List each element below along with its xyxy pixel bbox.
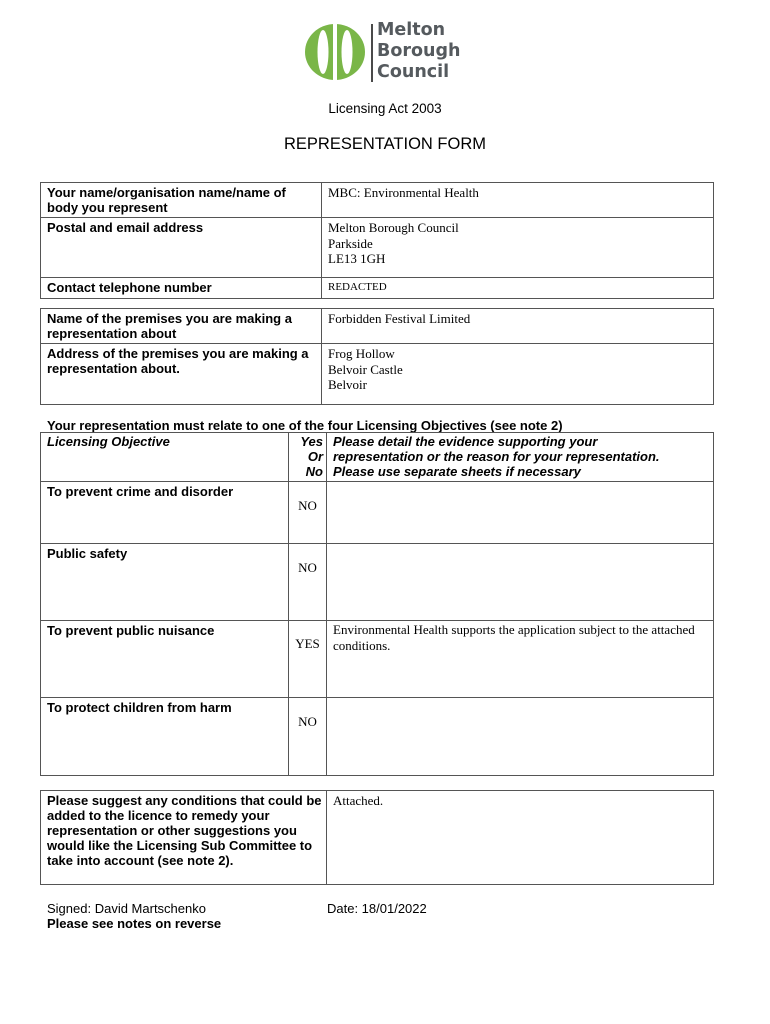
objective-answer: NO <box>289 544 327 621</box>
conditions-table <box>40 790 714 885</box>
logo-wordmark <box>377 20 460 83</box>
objectives-heading: Your representation must relate to one of the four Licensing Objectives (see note 2) <box>47 418 563 433</box>
address-line: LE13 1GH <box>328 251 386 266</box>
name-label: Your name/organisation name/name of body you represent <box>41 183 322 218</box>
council-logo <box>303 20 463 84</box>
premises-address-value <box>322 344 714 405</box>
premises-name-value: Forbidden Festival Limited <box>322 309 714 344</box>
signature-block <box>47 901 221 931</box>
objective-detail <box>327 482 714 544</box>
objective-answer: NO <box>289 698 327 776</box>
objective-row <box>41 621 714 698</box>
address-line: Belvoir Castle <box>328 361 403 377</box>
header-detail-line: Please detail the evidence supporting your <box>333 434 598 449</box>
objective-label: To prevent crime and disorder <box>41 482 289 544</box>
contact-table <box>40 182 714 299</box>
address-line: Melton Borough Council <box>328 220 459 235</box>
name-value: MBC: Environmental Health <box>322 183 714 218</box>
objective-row <box>41 482 714 544</box>
address-label: Postal and email address <box>41 218 322 278</box>
header-detail-line: Please use separate sheets if necessary <box>333 464 581 479</box>
reverse-notes: Please see notes on reverse <box>47 916 222 931</box>
address-value <box>322 218 714 278</box>
melton-logo-icon <box>303 22 367 82</box>
form-subtitle: Licensing Act 2003 <box>328 101 442 116</box>
header-or: Or <box>307 449 323 464</box>
phone-value: REDACTED <box>322 278 714 299</box>
objective-detail <box>327 544 714 621</box>
signed-by: Signed: David Martschenko <box>47 901 206 916</box>
objective-label: To protect children from harm <box>41 698 289 776</box>
objective-column-header: Licensing Objective <box>41 433 289 482</box>
objective-row <box>41 698 714 776</box>
address-line: Belvoir <box>328 377 367 392</box>
signature-date: Date: 18/01/2022 <box>327 901 427 916</box>
objective-detail: Environmental Health supports the application subject to the attached conditions. <box>327 621 714 698</box>
objective-answer: NO <box>289 482 327 544</box>
premises-name-label: Name of the premises you are making a representation about <box>41 309 322 344</box>
logo-line-2: Borough <box>377 41 461 61</box>
yes-no-column-header <box>289 433 327 482</box>
objective-label: To prevent public nuisance <box>41 621 289 698</box>
form-title: REPRESENTATION FORM <box>284 135 486 153</box>
header-detail-line: representation or the reason for your representation. <box>333 449 660 464</box>
address-line: Frog Hollow <box>328 346 395 361</box>
objectives-table <box>40 432 714 776</box>
premises-table <box>40 308 714 405</box>
premises-address-label: Address of the premises you are making a representation about. <box>41 344 322 405</box>
objective-answer: YES <box>289 621 327 698</box>
phone-label: Contact telephone number <box>41 278 322 299</box>
detail-column-header <box>327 433 714 482</box>
header-yes: Yes <box>300 434 323 449</box>
objective-row <box>41 544 714 621</box>
logo-line-1: Melton <box>377 20 446 40</box>
objective-label: Public safety <box>41 544 289 621</box>
logo-line-3: Council <box>377 62 450 82</box>
logo-divider <box>371 24 373 82</box>
conditions-label: Please suggest any conditions that could be added to the licence to remedy your representation or other suggestions you would like the Licensing Sub Committee to take into account (see note 2). <box>41 791 327 885</box>
objective-detail <box>327 698 714 776</box>
address-line: Parkside <box>328 235 373 251</box>
conditions-value: Attached. <box>327 791 714 885</box>
header-no: No <box>305 464 323 479</box>
